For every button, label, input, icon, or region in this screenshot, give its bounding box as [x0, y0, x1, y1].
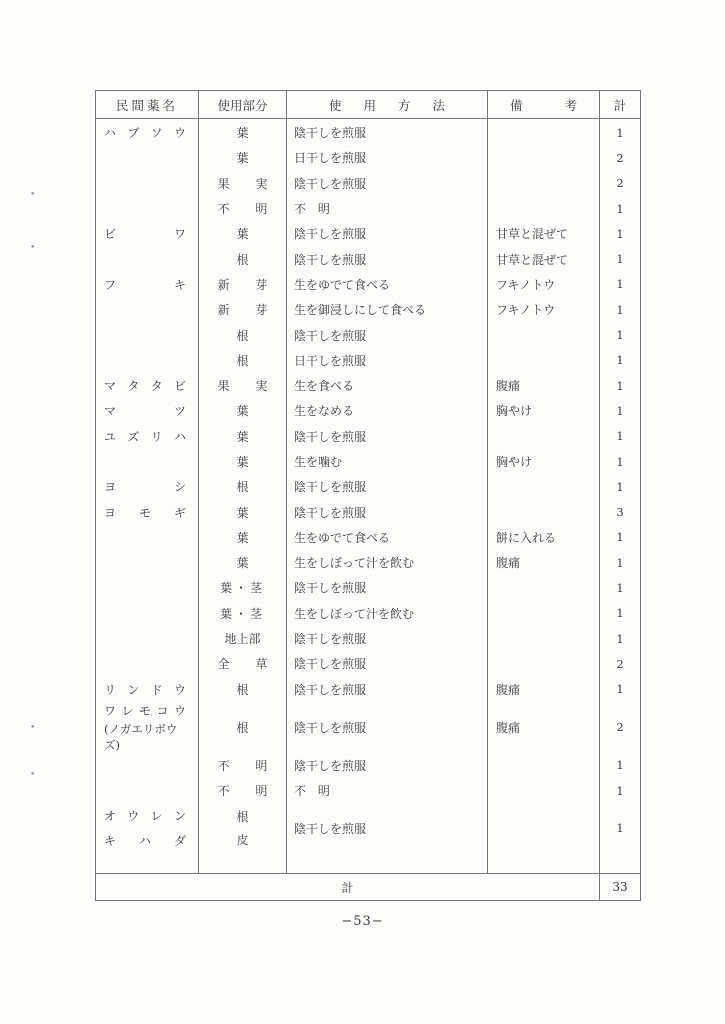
cell-method: 生を食べる	[287, 373, 488, 398]
cell-note	[488, 499, 600, 524]
table-row	[96, 525, 641, 550]
cell-method: 日干しを煎服	[287, 145, 488, 170]
cell-method: 陰干しを煎服	[287, 499, 488, 524]
cell-method: 生をゆでて食べる	[287, 525, 488, 550]
cell-count: 1	[600, 575, 641, 600]
cell-name	[96, 221, 199, 246]
cell-count: 2	[600, 702, 641, 753]
cell-part	[199, 499, 287, 524]
table-row	[96, 702, 641, 753]
cell-name	[96, 196, 199, 221]
cell-part	[199, 196, 287, 221]
header-note: 備 考	[488, 91, 600, 119]
cell-note	[488, 626, 600, 651]
cell-name	[96, 272, 199, 297]
cell-part	[199, 297, 287, 322]
cell-name	[96, 171, 199, 196]
cell-note	[488, 424, 600, 449]
cell-method: 陰干しを煎服	[287, 575, 488, 600]
cell-method: 陰干しを煎服	[287, 119, 488, 146]
part-label: 全 草	[217, 657, 268, 672]
header-name: 民 間 薬 名	[96, 91, 199, 119]
part-label-line2: 皮	[236, 833, 249, 848]
table-row	[96, 348, 641, 373]
drug-name: ワ レ モ コ ウ	[104, 703, 186, 718]
table-row	[96, 778, 641, 803]
spacer-row	[96, 853, 641, 874]
scan-mark: •	[30, 243, 36, 253]
cell-name	[96, 246, 199, 271]
folk-medicine-table-container	[95, 90, 640, 895]
cell-name	[96, 297, 199, 322]
part-label: 果 実	[217, 176, 268, 191]
cell-name	[96, 449, 199, 474]
cell-count: 1	[600, 246, 641, 271]
cell-part	[199, 119, 287, 146]
cell-note: 腹痛	[488, 677, 600, 702]
table-row	[96, 550, 641, 575]
cell-count: 1	[600, 803, 641, 853]
cell-count: 1	[600, 272, 641, 297]
cell-method: 陰干しを煎服	[287, 753, 488, 778]
cell-name	[96, 424, 199, 449]
table-row	[96, 424, 641, 449]
cell-part	[199, 803, 287, 853]
table-row	[96, 474, 641, 499]
cell-name	[96, 474, 199, 499]
part-label: 根	[236, 353, 249, 368]
part-label: 果 実	[217, 379, 268, 394]
header-method: 使 用 方 法	[287, 91, 488, 119]
cell-part	[199, 525, 287, 550]
part-label: 新 芽	[217, 277, 268, 292]
part-label: 葉	[236, 530, 249, 545]
cell-method: 生をゆでて食べる	[287, 272, 488, 297]
part-label: 葉	[236, 227, 249, 242]
cell-note: 餅に入れる	[488, 525, 600, 550]
cell-part	[199, 221, 287, 246]
cell-count: 1	[600, 753, 641, 778]
cell-count: 1	[600, 119, 641, 146]
table-body	[96, 119, 641, 901]
part-label: 根	[236, 810, 249, 825]
drug-name-line2: キ ハ ダ	[104, 834, 186, 849]
cell-part	[199, 348, 287, 373]
cell-name	[96, 651, 199, 676]
cell-count: 1	[600, 550, 641, 575]
part-label: 新 芽	[217, 303, 268, 318]
cell-count: 1	[600, 196, 641, 221]
cell-count: 1	[600, 398, 641, 423]
cell-count: 1	[600, 449, 641, 474]
table-header-row	[96, 91, 641, 119]
cell-method: 不 明	[287, 778, 488, 803]
cell-part	[199, 424, 287, 449]
scan-mark: •	[30, 770, 36, 780]
table-row	[96, 677, 641, 702]
drug-name: ヨ モ ギ	[104, 505, 186, 520]
part-label: 地上部	[224, 632, 261, 647]
header-part: 使用部分	[199, 91, 287, 119]
part-label: 根	[236, 252, 249, 267]
table-row	[96, 297, 641, 322]
cell-part	[199, 398, 287, 423]
cell-count: 1	[600, 424, 641, 449]
cell-method: 生をなめる	[287, 398, 488, 423]
scan-mark: •	[30, 190, 36, 200]
cell-name	[96, 322, 199, 347]
table-row	[96, 398, 641, 423]
drug-name: ハ ブ ソ ウ	[104, 126, 186, 141]
cell-name	[96, 499, 199, 524]
cell-count: 1	[600, 373, 641, 398]
cell-note	[488, 348, 600, 373]
part-label: 葉・茎	[219, 581, 265, 596]
cell-name	[96, 677, 199, 702]
table-row	[96, 246, 641, 271]
cell-count: 1	[600, 348, 641, 373]
cell-part	[199, 246, 287, 271]
cell-count: 1	[600, 221, 641, 246]
part-label: 葉	[236, 556, 249, 571]
total-value: 33	[600, 874, 641, 901]
cell-count: 1	[600, 626, 641, 651]
cell-name	[96, 119, 199, 146]
cell-part	[199, 651, 287, 676]
part-label: 根	[236, 682, 249, 697]
part-label: 不 明	[217, 758, 268, 773]
cell-method: 陰干しを煎服	[287, 803, 488, 853]
page-number: −53−	[341, 914, 384, 929]
part-label: 葉	[236, 455, 249, 469]
cell-part	[199, 601, 287, 626]
drug-name-alias: (ノガエリボウズ)	[104, 721, 178, 752]
cell-method: 生を御浸しにして食べる	[287, 297, 488, 322]
table-row	[96, 753, 641, 778]
cell-name	[96, 373, 199, 398]
cell-method: 陰干しを煎服	[287, 651, 488, 676]
cell-method: 陰干しを煎服	[287, 677, 488, 702]
scan-mark: •	[30, 723, 36, 733]
cell-name	[96, 601, 199, 626]
cell-name	[96, 348, 199, 373]
cell-note: 胸やけ	[488, 449, 600, 474]
cell-name	[96, 702, 199, 753]
cell-part	[199, 626, 287, 651]
cell-method: 生をしぼって汁を飲む	[287, 550, 488, 575]
cell-note	[488, 322, 600, 347]
part-label: 葉	[236, 505, 249, 520]
cell-method: 生を噛む	[287, 449, 488, 474]
header-count: 計	[600, 91, 641, 119]
cell-method: 陰干しを煎服	[287, 626, 488, 651]
cell-part	[199, 474, 287, 499]
cell-method: 陰干しを煎服	[287, 322, 488, 347]
cell-name	[96, 778, 199, 803]
total-label: 計	[96, 874, 600, 901]
cell-name	[96, 575, 199, 600]
cell-count: 1	[600, 778, 641, 803]
cell-part	[199, 575, 287, 600]
drug-name: マ タ タ ビ	[104, 379, 186, 394]
cell-note	[488, 474, 600, 499]
table-row	[96, 373, 641, 398]
cell-method: 陰干しを煎服	[287, 474, 488, 499]
cell-method: 陰干しを煎服	[287, 424, 488, 449]
cell-note	[488, 145, 600, 170]
cell-part	[199, 778, 287, 803]
drug-name: オ ウ レ ン	[104, 809, 186, 824]
part-label: 葉・茎	[219, 606, 265, 621]
table-row	[96, 196, 641, 221]
table-row	[96, 171, 641, 196]
table-row	[96, 626, 641, 651]
part-label: 葉	[236, 151, 249, 166]
table-row	[96, 221, 641, 246]
cell-note: 腹痛	[488, 550, 600, 575]
drug-name: ユ ズ リ ハ	[104, 429, 186, 444]
cell-count: 1	[600, 677, 641, 702]
cell-name	[96, 626, 199, 651]
cell-note: 腹痛	[488, 373, 600, 398]
cell-note	[488, 651, 600, 676]
cell-count: 1	[600, 601, 641, 626]
table-row	[96, 803, 641, 853]
cell-name	[96, 398, 199, 423]
table-row	[96, 499, 641, 524]
cell-note: 甘草と混ぜて	[488, 246, 600, 271]
cell-note	[488, 778, 600, 803]
drug-name: マ ツ	[104, 404, 186, 419]
drug-name: ビ ワ	[104, 227, 186, 242]
cell-method: 日干しを煎服	[287, 348, 488, 373]
cell-count: 1	[600, 525, 641, 550]
cell-method: 陰干しを煎服	[287, 221, 488, 246]
cell-part	[199, 550, 287, 575]
cell-count: 1	[600, 474, 641, 499]
cell-name	[96, 753, 199, 778]
part-label: 葉	[236, 429, 249, 444]
cell-part	[199, 171, 287, 196]
drug-name: フ キ	[104, 277, 186, 292]
drug-name: リ ン ド ウ	[104, 682, 186, 697]
table-row	[96, 651, 641, 676]
table-row	[96, 272, 641, 297]
cell-note: 甘草と混ぜて	[488, 221, 600, 246]
cell-name	[96, 145, 199, 170]
cell-note	[488, 119, 600, 146]
cell-part	[199, 753, 287, 778]
cell-method: 生をしぼって汁を飲む	[287, 601, 488, 626]
folk-medicine-table	[95, 90, 641, 901]
cell-part	[199, 322, 287, 347]
drug-name: ヨ シ	[104, 480, 186, 495]
cell-method: 陰干しを煎服	[287, 702, 488, 753]
table-row	[96, 119, 641, 146]
table-row	[96, 449, 641, 474]
cell-count: 1	[600, 297, 641, 322]
cell-count: 2	[600, 145, 641, 170]
cell-note: 腹痛	[488, 702, 600, 753]
cell-count: 2	[600, 171, 641, 196]
cell-count: 2	[600, 651, 641, 676]
part-label: 不 明	[217, 202, 268, 217]
cell-method: 陰干しを煎服	[287, 171, 488, 196]
part-label: 根	[236, 720, 249, 735]
cell-method: 不 明	[287, 196, 488, 221]
cell-note	[488, 171, 600, 196]
cell-part	[199, 373, 287, 398]
cell-part	[199, 702, 287, 753]
part-label: 根	[236, 480, 249, 495]
part-label: 根	[236, 328, 249, 343]
cell-part	[199, 449, 287, 474]
cell-part	[199, 677, 287, 702]
cell-note	[488, 575, 600, 600]
cell-note	[488, 753, 600, 778]
cell-note: 胸やけ	[488, 398, 600, 423]
total-row	[96, 874, 641, 901]
cell-count: 3	[600, 499, 641, 524]
part-label: 葉	[236, 404, 249, 419]
cell-note: フキノトウ	[488, 272, 600, 297]
cell-part	[199, 272, 287, 297]
cell-name	[96, 550, 199, 575]
table-row	[96, 145, 641, 170]
cell-note	[488, 601, 600, 626]
part-label: 葉	[236, 126, 249, 141]
table-row	[96, 575, 641, 600]
cell-method: 陰干しを煎服	[287, 246, 488, 271]
table-row	[96, 601, 641, 626]
cell-count: 1	[600, 322, 641, 347]
cell-note	[488, 803, 600, 853]
cell-note: フキノトウ	[488, 297, 600, 322]
cell-note	[488, 196, 600, 221]
cell-part	[199, 145, 287, 170]
cell-name	[96, 525, 199, 550]
part-label: 不 明	[217, 784, 268, 799]
table-row	[96, 322, 641, 347]
cell-name	[96, 803, 199, 853]
